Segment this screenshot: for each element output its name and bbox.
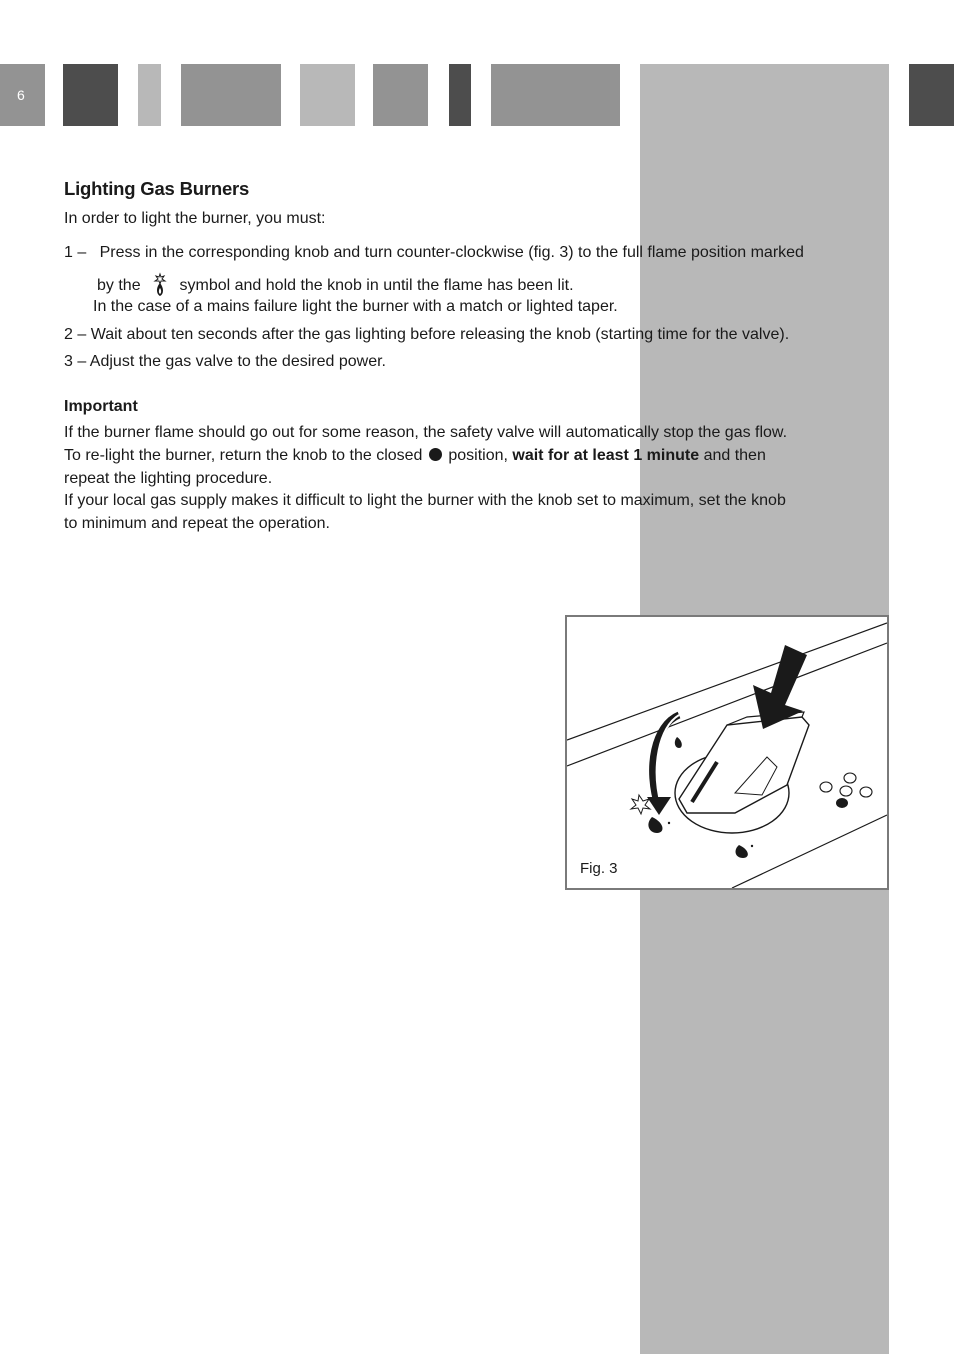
important-line-3: repeat the lighting procedure. xyxy=(64,470,273,487)
important-wait-emphasis: wait for at least 1 minute xyxy=(512,447,700,464)
header-bar-mid-2 xyxy=(373,64,428,126)
step-1-by-the: by the xyxy=(97,277,141,294)
intro-text: In order to light the burner, you must: xyxy=(64,210,326,227)
important-line-2-pre: To re-light the burner, return the knob to the closed xyxy=(64,447,423,464)
important-line-5: to minimum and repeat the operation. xyxy=(64,515,330,532)
step-2: 2 – Wait about ten seconds after the gas lighting before releasing the knob (starting time for the valve). xyxy=(64,326,790,343)
closed-position-dot-icon xyxy=(429,448,442,461)
step-1-line-3: In the case of a mains failure light the burner with a match or lighted taper. xyxy=(93,298,618,315)
header-bar-light-1 xyxy=(138,64,161,126)
important-line-2-post: and then xyxy=(703,447,766,464)
header-bar-mid-1 xyxy=(181,64,281,126)
important-line-1: If the burner flame should go out for some reason, the safety valve will automatically stop the gas flow. xyxy=(64,424,788,441)
header-bar-dark-1 xyxy=(63,64,118,126)
important-line-2 xyxy=(64,444,844,467)
important-line-4: If your local gas supply makes it difficult to light the burner with the knob set to maximum, set the knob xyxy=(64,492,786,509)
header-bar-light-2 xyxy=(300,64,355,126)
figure-3 xyxy=(565,615,889,890)
step-1-line-2 xyxy=(97,271,574,297)
important-line-2-mid: position, xyxy=(448,447,508,464)
header-bar-dark-2 xyxy=(449,64,471,126)
step-1-number: 1 – xyxy=(64,244,87,261)
step-1-symbol-text: symbol and hold the knob in until the flame has been lit. xyxy=(179,277,574,294)
knob-illustration xyxy=(567,617,887,888)
step-1-line-1 xyxy=(64,244,804,262)
step-1-text: Press in the corresponding knob and turn counter-clockwise (fig. 3) to the full flame position marked xyxy=(99,244,804,261)
important-title: Important xyxy=(64,398,138,415)
full-flame-icon xyxy=(149,271,171,297)
header-bar-dark-3 xyxy=(909,64,954,126)
figure-caption: Fig. 3 xyxy=(580,860,618,877)
step-3: 3 – Adjust the gas valve to the desired power. xyxy=(64,353,386,370)
header-bar-mid-3 xyxy=(491,64,620,126)
section-heading: Lighting Gas Burners xyxy=(64,178,250,199)
page-number: 6 xyxy=(0,64,45,126)
